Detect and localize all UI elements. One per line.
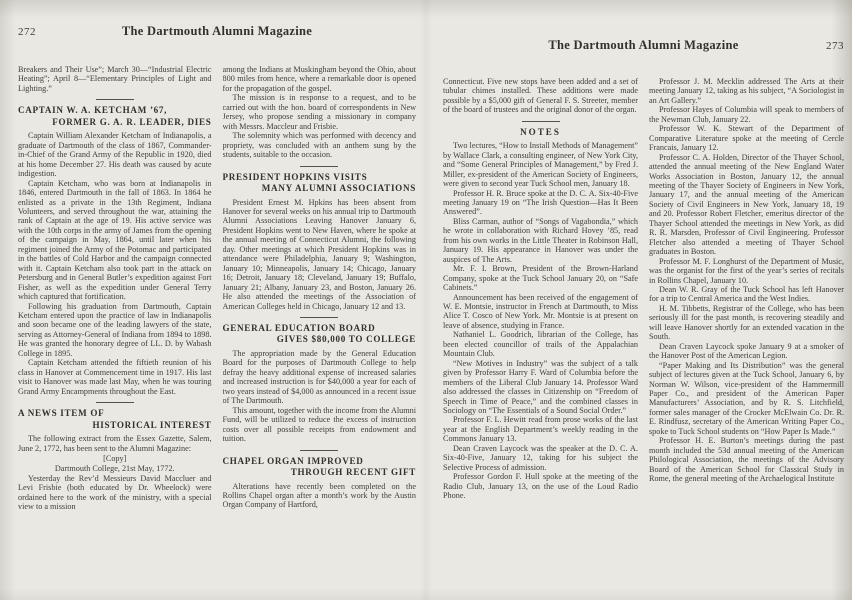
paragraph: Nathaniel L. Goodrich, librarian of the College, has been elected councillor of trails of the Appalachian Mountain Club. <box>443 330 638 359</box>
section-heading-line: FORMER G. A. R. LEADER, DIES <box>52 116 212 127</box>
right-page-columns <box>443 77 844 501</box>
paragraph: “Paper Making and Its Distribution” was the general subject of lectures given at the Tuck School, January 6, by Norman W. Wilson, vice-president of the Hammermill Paper Co., and president of the American Paper Manufacturers’ Association, and by R. S. Litchfield, former sales manager of the Crocker McElwain Co. Dr. R. E. Rindfusz, secretary of the American Writing Paper Co., spoke to Tuck School students on “How Paper Is Made.” <box>649 360 844 436</box>
section-divider <box>96 402 134 403</box>
paragraph: The solemnity which was performed with decency and propriety, was concluded with an anthem sung by the students, suitable to the occasion. <box>222 131 416 160</box>
paragraph: Dean Craven Laycock was the speaker at the D. C. A. Six-40-Five, January 12, taking for his subject the Selective Process of admission. <box>443 443 638 472</box>
paragraph: Captain Ketcham, who was born at Indianapolis in 1846, entered Dartmouth in the fall of 1863. In 1864 he enlisted as a private in the 13th Regiment, Indiana Volunteers, and served throughout the war, attaining the rank of Captain at the age of 19. His active service was with the 10th corps in the army of James from the opening of the campaign in May, 1864, until later when his regiment joined the Army of the Potomac and participated in the battles of Cold Harbor and the campaign connected with it. Captain Ketcham also took part in the attack on Petersburg and in General Butler’s expedition against Fort Fisher, as well as the expedition under General Terry which captured that fortification. <box>18 178 212 302</box>
paragraph: Connecticut. Five new stops have been added and a set of tubular chimes installed. These additions were made possible by a $5,000 gift of General F. S. Streeter, member of the board of trustees and the original donor of the organ. <box>443 77 638 115</box>
section-divider <box>300 166 338 167</box>
section-heading-line: CHAPEL ORGAN IMPROVED <box>222 455 364 466</box>
left-page-column-2 <box>223 65 417 512</box>
paragraph: Professor M. F. Longhurst of the Department of Music, was the organist for the first of the year’s series of recitals in Rollins Chapel, January 10. <box>649 256 844 285</box>
paragraph: among the Indians at Muskingham beyond the Ohio, about 800 miles from hence, where a remarkable door is opened for the propagation of the gospel. <box>222 65 416 93</box>
section-heading-line: HISTORICAL INTEREST <box>92 419 212 430</box>
section-heading-line: A NEWS ITEM OF <box>18 408 105 419</box>
section-divider <box>522 121 560 122</box>
section-heading-line: CAPTAIN W. A. KETCHAM ’67, <box>18 105 168 116</box>
paragraph: President Ernest M. Hpkins has been absent from Hanover for several weeks on his annual trip to Dartmouth Alumni Associations Leaving Hanover January 6, President Hopkins went to New Haven, where he spoke at the annual meeting of Connecticut Alumni, the following day. Other meetings at which President Hopkins was in attendance were Philadelphia, January 9; Washington, January 10; Minneapolis, January 14; Chicago, January 16; Detroit, January 18; Cleveland, January 19; Buffalo, January 21; Albany, January 23, and Boston, January 26. He also attended the meetings of the Association of American Colleges held in Chicago, January 12 and 13. <box>222 197 416 311</box>
paragraph: This amount, together with the income from the Alumni Fund, will be utilized to reduce the excess of instruction costs over all possible receipts from endowment and tuition. <box>222 405 416 444</box>
paragraph: Following his graduation from Dartmouth, Captain Ketcham entered upon the practice of law in Indianapolis and soon became one of the leading lawyers of the state, serving as Attorney-General of Indiana from 1894 to 1898. He was granted the honorary degree of LL. D. by Wabash College in 1895. <box>18 301 212 358</box>
paragraph: Professor H. R. Bruce spoke at the D. C. A. Six-40-Five meeting January 19 on “The Irish Question—Has It Been Answered”. <box>443 188 638 217</box>
right-page-column-1 <box>443 77 638 501</box>
section-heading <box>18 105 212 128</box>
section-heading <box>223 172 417 195</box>
right-page-number: 273 <box>826 40 844 52</box>
left-page-columns <box>18 65 416 512</box>
magazine-title: The Dartmouth Alumni Magazine <box>548 38 739 52</box>
paragraph: Professor J. M. Mecklin addressed The Arts at their meeting January 12, taking as his subject, “A Sociologist in an Art Gallery.” <box>649 77 844 105</box>
section-divider <box>300 317 338 318</box>
section-heading-line: GENERAL EDUCATION BOARD <box>222 322 376 333</box>
right-page <box>426 0 852 600</box>
paragraph: Captain Ketcham attended the fiftieth reunion of his class in Hanover at Commencement time in 1917. His last visit to Hanover was made last May, when he was touring Grand Army Encampments throughout the East. <box>18 358 212 396</box>
paragraph: Professor H. E. Burton’s meetings during the past month included the 53d annual meeting of the American Philological Association, the meetings of the Advisory Board of the American School for Classical Study in Rome, the general meeting of the Archaelogical Institute <box>649 436 844 484</box>
section-heading-line: NOTES <box>520 126 561 137</box>
paragraph: Mr. F. I. Brown, President of the Brown-Harland Company, spoke at the Tuck School January 20, on “Safe Cabinets.” <box>443 264 638 293</box>
dateline: Dartmouth College, 21st May, 1772. <box>54 464 175 474</box>
section-heading-line: THROUGH RECENT GIFT <box>290 467 416 477</box>
paragraph: The appropriation made by the General Education Board for the purposes of Dartmouth College to help defray the heavy additional expense of increased salaries and increased instruction is for $40,000 a year for each of two years instead of $4,000 as announced in a recent issue of The Dartmouth. <box>222 348 416 406</box>
section-divider <box>300 450 338 451</box>
paragraph: Alterations have recently been completed on the Rollins Chapel organ after a month’s work by the Austin Organ Company of Hartford, <box>222 481 416 510</box>
section-heading-line: GIVES $80,000 TO COLLEGE <box>276 334 416 345</box>
section-heading <box>443 127 638 139</box>
section-heading-line: PRESIDENT HOPKINS VISITS <box>222 171 368 182</box>
right-page-running-head <box>443 38 844 53</box>
section-divider <box>96 99 134 100</box>
left-page-number: 272 <box>18 26 36 38</box>
paragraph: “New Motives in Industry” was the subject of a talk given by Professor Harry F. Ward of Columbia before the members of the Liberal Club January 14. Professor Ward also addressed the classes in Citizenship on “Freedom of Speech in Time of Peace,” and the combined classes in Sociology on “The Essentials of a Sound Social Order.” <box>443 358 638 415</box>
paragraph: The mission is in response to a request, and to be carried out with the hon. board of correspondents in New Jersey, who propose sending a missionary in company with Messrs. Maccleur and Frisbie. <box>222 93 416 131</box>
section-heading <box>223 323 417 346</box>
paragraph: Professor Hayes of Columbia will speak to members of the Newman Club, January 22. <box>649 105 844 124</box>
paragraph: H. M. Tibbetts, Registrar of the College, who has been seriously ill for the past month, is recovering steadily and will leave Hanover shortly for an extended vacation in the South. <box>649 303 844 342</box>
paragraph: Professor C. A. Holden, Director of the Thayer School, attended the annual meeting of the New England Water Works Association in Boston, January 12, the annual meeting of the Thayer Society of Engineers in New York, January 17, and the annual meeting of the American Society of Civil Engineers in New York, January 18, 19 and 20. Professor Robert Fletcher, emeritus director of the Thayer School attended the meetings in New York, as did R. R. Marsden, Professor of Civil Engineering. Professor Fletcher also attended a meeting of Thayer School graduates in Boston. <box>649 152 844 257</box>
paragraph: Yesterday the Rev’d Messieurs David Maccluer and Levi Frisbie (both educated by Dr. Wheelock) were ordained here to the work of the ministry, with a special view to a mission <box>18 473 212 512</box>
copy-label: [Copy] <box>103 453 127 463</box>
paragraph: The following extract from the Essex Gazette, Salem, June 2, 1772, has been sent to the Alumni Magazine: <box>18 434 212 453</box>
left-page-column-1 <box>18 65 212 512</box>
paragraph: Professor W. K. Stewart of the Department of Comparative Literature spoke at the meeting of Cercle Francais, January 12. <box>649 124 844 153</box>
paragraph: Captain William Alexander Ketcham of Indianapolis, a graduate of Dartmouth of the class of 1867, Commander-in-Chief of the Grand Army of the Republic in 1920, died at his home December 27. His death was caused by acute indigestion. <box>18 131 212 179</box>
magazine-title: The Dartmouth Alumni Magazine <box>121 24 313 38</box>
paragraph: Dean W. R. Gray of the Tuck School has left Hanover for a trip to Central America and the West Indies. <box>649 284 844 304</box>
paragraph: Dean Craven Laycock spoke January 9 at a smoker of the Hanover Post of the American Legion. <box>649 341 844 361</box>
section-heading-line: MANY ALUMNI ASSOCIATIONS <box>261 183 416 194</box>
section-heading <box>18 408 212 431</box>
paragraph: Bliss Carman, author of “Songs of Vagabondia,” which he wrote in collaboration with Richard Hovey ’85, read from his own works in the Little Theater in Robinson Hall, January 19. His appearance in Hanover was under the auspices of The Arts. <box>443 216 638 264</box>
paragraph: Announcement has been received of the engagement of W. E. Montsie, instructor in French at Dartmouth, to Miss Alice T. Cosco of New York. Mr. Montsie is at present on leave of absence, studying in France. <box>443 292 638 330</box>
paragraph: Two lectures, “How to Install Methods of Management” by Wallace Clark, a consulting engineer, of New York City, and “Some General Principles of Management,” by Fred J. Miller, ex-president of the American Society of Engineers, were given to second year Tuck School men, January 18. <box>443 141 638 189</box>
section-heading <box>223 456 417 479</box>
left-page-running-head <box>18 24 416 39</box>
right-page-column-2 <box>649 77 844 501</box>
paragraph: Professor F. L. Hewitt read from prose works of the last year at the English Department’s weekly reading in the Commons January 13. <box>443 415 638 444</box>
paragraph: Professor Gordon F. Hull spoke at the meeting of the Radio Club, January 13, on the use of the Loud Radio Phone. <box>443 472 638 501</box>
paragraph: Breakers and Their Use”; March 30—“Industrial Electric Heating”; April 8—“Elementary Principles of Light and Lighting.” <box>18 65 212 93</box>
